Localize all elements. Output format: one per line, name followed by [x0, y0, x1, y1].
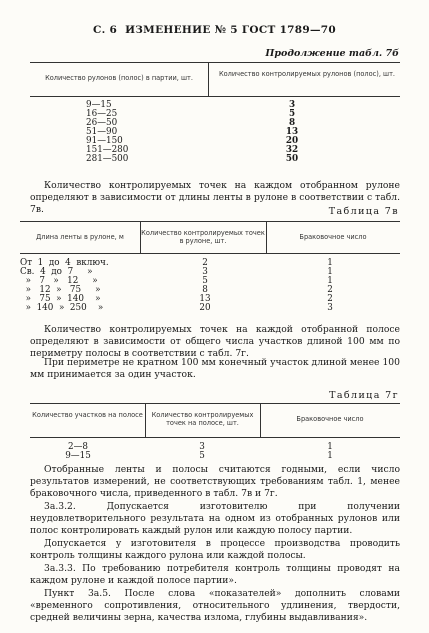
table-cell-count: 13: [285, 127, 299, 137]
table-cell-count: 5: [288, 109, 296, 119]
table-cell-range: 9—15: [86, 100, 112, 110]
table-7g-top-rule: [30, 403, 400, 404]
table-cell-count: 8: [288, 118, 296, 128]
table-7v-title: Таблица 7в: [328, 206, 399, 217]
table-cell-count: 50: [285, 154, 299, 164]
paragraph-3: При периметре не кратном 100 мм конечный участок длиной менее 100 мм принимается за один участок.: [30, 357, 400, 380]
table-cell-length: » 12 » 75 »: [20, 285, 101, 295]
table-cell-points: 2: [202, 258, 208, 268]
paragraph-5: 3а.3.2. Допускается изготовителю при получении неудовлетворительного результата на одном из отобранных рулонов или полос контролировать каждый рулон или каждую полосу партии.: [30, 501, 400, 536]
table-7g-col3-header: Браковочное число: [296, 415, 364, 423]
table-cell-points: 13: [199, 294, 211, 304]
table-cell-points: 5: [199, 451, 205, 461]
table-cell-length: Св. 4 до 7 »: [20, 267, 93, 277]
table-cell-range: 51—90: [86, 127, 118, 137]
table-cell-range: 151—280: [86, 145, 129, 155]
table-7g-points: [192, 443, 212, 461]
paragraph-6: Допускается у изготовителя в процессе производства проводить контроль толщины каждого рулона или каждой полосы.: [30, 538, 400, 561]
table-7b-col1-header: Количество рулонов (полос) в партии, шт.: [45, 74, 193, 82]
table-cell-reject: 1: [327, 451, 333, 461]
table-cell-reject: 1: [327, 276, 333, 286]
table-cell-count: 20: [285, 136, 299, 146]
table-7v-col2-header: Количество контролируемых точек в рулоне, шт.: [141, 229, 265, 245]
table-7b-divider: [208, 62, 209, 96]
table-7v-col3-header: Браковочное число: [299, 233, 367, 241]
table-cell-points: 3: [199, 442, 205, 452]
table-cell-count: 32: [285, 145, 299, 155]
table-cell-length: » 140 » 250 »: [20, 303, 104, 313]
table-7v-reject: [320, 259, 340, 313]
paragraph-1: Количество контролируемых точек на каждом отобранном рулоне определяют в зависимости от длины ленты в рулоне в соответствии с табл. 7в.: [30, 180, 400, 215]
table-cell-points: 5: [202, 276, 208, 286]
paragraph-4: Отобранные ленты и полосы считаются годными, если число результатов измерений, не соответствующих требованиям табл. 1, менее браковочного числа, приведенного в табл. 7в и 7г.: [30, 464, 400, 499]
table-cell-points: 8: [202, 285, 208, 295]
page-number: С. 6: [92, 24, 118, 36]
table-7b-ranges: [86, 101, 156, 164]
table-7v-header-rule: [20, 253, 400, 254]
table-7g-col2-header: Количество контролируемых точек на полосе, шт.: [151, 411, 254, 427]
table-7g-sections: [58, 443, 98, 461]
table-7v-top-rule: [20, 221, 400, 222]
table-cell-reject: 2: [327, 285, 333, 295]
table-cell-points: 3: [202, 267, 208, 277]
table-cell-points: 20: [199, 303, 211, 313]
table-cell-range: 16—25: [86, 109, 118, 119]
table-7b-col2-header: Количество контролируемых рулонов (полос), шт.: [218, 70, 396, 78]
paragraph-2: Количество контролируемых точек на каждой отобранной полосе определяют в зависимости от общего числа участков длиной 100 мм по периметру полосы в соответствии с табл. 7г.: [30, 324, 400, 359]
table-7v-points: [195, 259, 215, 313]
table-7g-title: Таблица 7г: [329, 390, 399, 401]
table-cell-sections: 2—8: [68, 442, 88, 452]
table-7b-header-rule: [30, 96, 400, 97]
table-7b-counts: [282, 101, 302, 164]
table-cell-range: 281—500: [86, 154, 129, 164]
page-header: [0, 24, 429, 36]
table-cell-reject: 1: [327, 258, 333, 268]
table-7g-reject: [320, 443, 340, 461]
table-cell-range: 26—50: [86, 118, 118, 128]
table-7g-header-rule: [30, 437, 400, 438]
table-cell-length: » 75 » 140 »: [20, 294, 101, 304]
paragraph-7: 3а.3.3. По требованию потребителя контроль толщины проводят на каждом рулоне и каждой полосе партии».: [30, 563, 400, 586]
table-cell-reject: 2: [327, 294, 333, 304]
table-cell-length: » 7 » 12 »: [20, 276, 98, 286]
paragraph-8: Пункт 3а.5. После слова «показателей» дополнить словами «временного сопротивления, относительного удлинения, твердости, средней величины зерна, качества излома, глубины выдавливания».: [30, 588, 400, 623]
continuation-label: Продолжение табл. 7б: [265, 48, 399, 59]
table-7g-col1-header: Количество участков на полосе: [32, 411, 143, 419]
table-7v-lengths: [20, 259, 140, 313]
page-title: ИЗМЕНЕНИЕ № 5 ГОСТ 1789—70: [125, 24, 337, 36]
table-cell-count: 3: [288, 100, 296, 110]
table-7b-top-rule: [30, 62, 400, 63]
table-cell-sections: 9—15: [65, 451, 91, 461]
table-cell-range: 91—150: [86, 136, 123, 146]
table-7v-col1-header: Длина ленты в рулоне, м: [36, 233, 124, 241]
table-cell-reject: 3: [327, 303, 333, 313]
table-cell-reject: 1: [327, 267, 333, 277]
table-cell-reject: 1: [327, 442, 333, 452]
table-cell-length: От 1 до 4 включ.: [20, 258, 109, 268]
